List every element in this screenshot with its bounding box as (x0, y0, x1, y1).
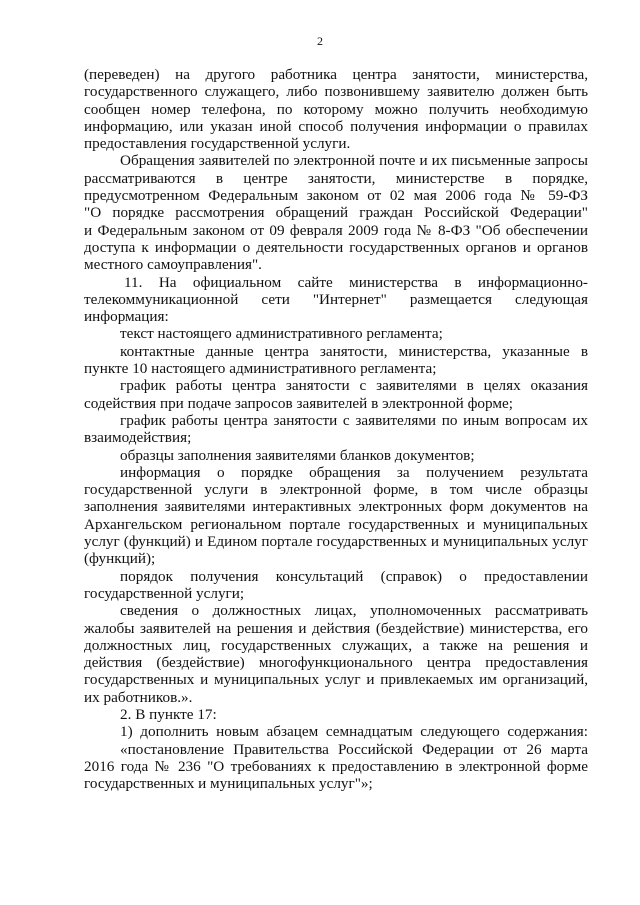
text-line: образцы заполнения заявителями бланков документов; (120, 446, 475, 464)
text-line: заполнения заявителями интерактивных электронных форм документов на (84, 498, 588, 516)
text-line: государственных и муниципальных услуг"»; (84, 775, 373, 793)
text-line: Архангельском региональном портале государственных и муниципальных (84, 515, 588, 533)
text-line: рассматриваются в центре занятости, министерстве в порядке, (84, 169, 588, 187)
text-line: государственных и муниципальных услуг и привлекаемых им организаций, (84, 671, 588, 689)
text-line: (переведен) на другого работника центра занятости, министерства, (84, 66, 588, 83)
text-line: сведения о должностных лицах, уполномоченных рассматривать (120, 602, 588, 620)
text-line: жалобы заявителей на решения и действия (бездействие) министерства, его (84, 619, 588, 637)
text-line: и Федеральным законом от 09 февраля 2009 года № 8-ФЗ "Об обеспечении (84, 221, 588, 239)
text-line: взаимодействия; (84, 429, 192, 447)
text-line: предоставления государственной услуги. (84, 135, 351, 153)
text-line: услуг (функций) и Едином портале государственных и муниципальных услуг (84, 533, 588, 551)
text-line: предусмотренном Федеральным законом от 02 мая 2006 года № 59-ФЗ (84, 187, 588, 205)
text-line: график работы центра занятости с заявителями по иным вопросам их (120, 411, 588, 429)
text-line: сообщен номер телефона, по которому можно получить необходимую (84, 100, 588, 118)
text-line: 2. В пункте 17: (120, 705, 217, 723)
text-line: информация о порядке обращения за получением результата (120, 463, 588, 481)
text-line: график работы центра занятости с заявителями в целях оказания (120, 377, 588, 395)
text-line: 2016 года № 236 "О требованиях к предоставлению в электронной форме (84, 757, 588, 775)
text-line: местного самоуправления". (84, 256, 262, 274)
document-body (84, 66, 588, 792)
text-line: информацию, или указан иной способ получения информации о правилах (84, 117, 588, 135)
text-line: 1) дополнить новым абзацем семнадцатым следующего содержания: (120, 723, 588, 741)
text-line: (функций); (84, 550, 156, 568)
text-line: содействия при подаче запросов заявителей в электронной форме; (84, 394, 513, 412)
text-line: Обращения заявителей по электронной почте и их письменные запросы (120, 152, 588, 170)
text-line: текст настоящего административного регламента; (120, 325, 443, 343)
text-line: контактные данные центра занятости, министерства, указанные в (120, 342, 588, 360)
text-line: государственного служащего, либо позвонившему заявителю должен быть (84, 83, 588, 101)
text-line: информация: (84, 308, 169, 326)
text-line: «постановление Правительства Российской Федерации от 26 марта (120, 740, 588, 758)
text-line: действия (бездействие) многофункционального центра предоставления (84, 654, 588, 672)
text-line: государственной услуги в электронной форме, в том числе образцы (84, 481, 588, 499)
text-line: государственной услуги; (84, 584, 245, 602)
text-line: "О порядке рассмотрения обращений граждан Российской Федерации" (84, 204, 588, 222)
text-line: должностных лиц, государственных служащих, а также на решения и (84, 636, 588, 654)
text-line: пункте 10 настоящего административного регламента; (84, 360, 437, 378)
text-line: порядок получения консультаций (справок) о предоставлении (120, 567, 588, 585)
page-number: 2 (317, 34, 323, 48)
text-line: телекоммуникационной сети "Интернет" размещается следующая (84, 290, 588, 308)
text-line: 11. На официальном сайте министерства в информационно- (124, 273, 588, 291)
text-line: доступа к информации о деятельности государственных органов и органов (84, 238, 588, 256)
text-line: их работников.». (84, 688, 193, 706)
